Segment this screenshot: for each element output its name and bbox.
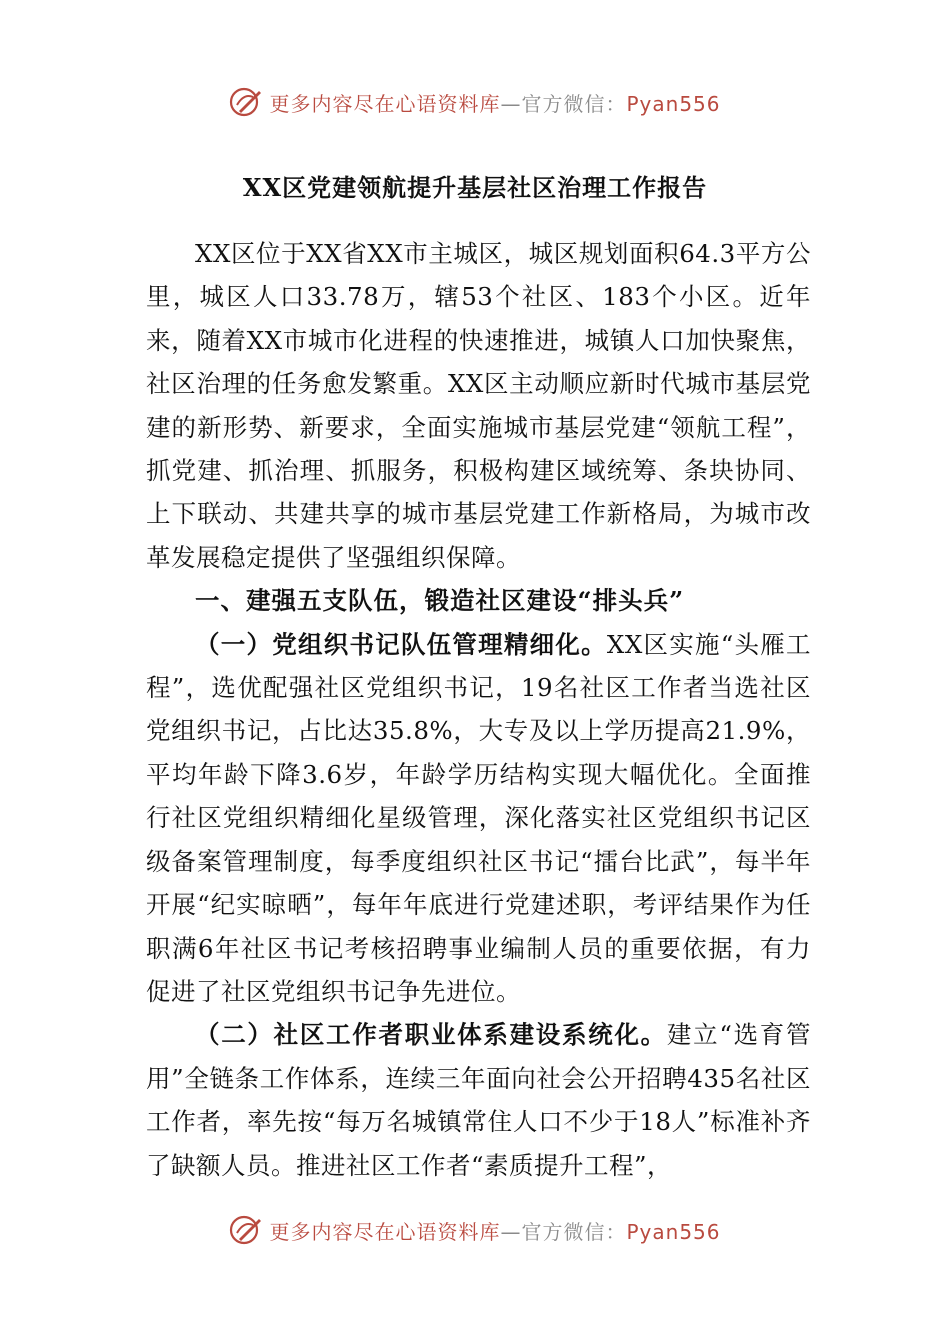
document-title: XX区党建领航提升基层社区治理工作报告 [242,173,708,202]
subsection-1-paragraph [146,623,811,1014]
intro-paragraph: XX区位于XX省XX市主城区，城区规划面积64.3平方公里，城区人口33.78万，辖53个社区、183个小区。近年来，随着XX市城市化进程的快速推进，城镇人口加快聚焦，社区治理的任务愈发繁重。XX区主动顺应新时代城市基层党建的新形势、新要求，全面实施城市基层党建“领航工程”，抓党建、抓治理、抓服务，积极构建区域统筹、条块协同、上下联动、共建共享的城市基层党建工作新格局，为城市改革发展稳定提供了坚强组织保障。 [146,239,811,572]
subsection-1-text: XX区实施“头雁工程”，选优配强社区党组织书记，19名社区工作者当选社区党组织书记，占比达35.8%，大专及以上学历提高21.9%，平均年龄下降3.6岁，年龄学历结构实现大幅优化。全面推行社区党组织精细化星级管理，深化落实社区党组织书记区级备案管理制度，每季度组织社区书记“擂台比武”，每半年开展“纪实晾晒”，每年年底进行党建述职，考评结果作为任职满6年社区书记考核招聘事业编制人员的重要依据，有力促进了社区党组织书记争先进位。 [146,629,811,1006]
footer-watermark-text: 更多内容尽在心语资料库—官方微信：Pyan556 [269,1219,721,1244]
subsection-2-paragraph [146,1013,811,1187]
pen-logo-icon [229,1213,263,1247]
pen-logo-icon [229,85,263,119]
footer-watermark-banner [0,1210,950,1250]
subsection-2-text: 建立“选育管用”全链条工作体系，连续三年面向社会公开招聘435名社区工作者，率先按“每万名城镇常住人口不少于18人”标准补齐了缺额人员。推进社区工作者“素质提升工程”， [146,1020,811,1180]
header-watermark-banner [0,82,950,122]
section-heading: 一、建强五支队伍，锻造社区建设“排头兵” [195,586,685,616]
subsection-2-heading: （二）社区工作者职业体系建设系统化。 [195,1020,667,1050]
header-watermark-text: 更多内容尽在心语资料库—官方微信：Pyan556 [269,91,721,116]
subsection-1-heading: （一）党组织书记队伍管理精细化。 [195,629,607,659]
document-body [146,232,811,1187]
